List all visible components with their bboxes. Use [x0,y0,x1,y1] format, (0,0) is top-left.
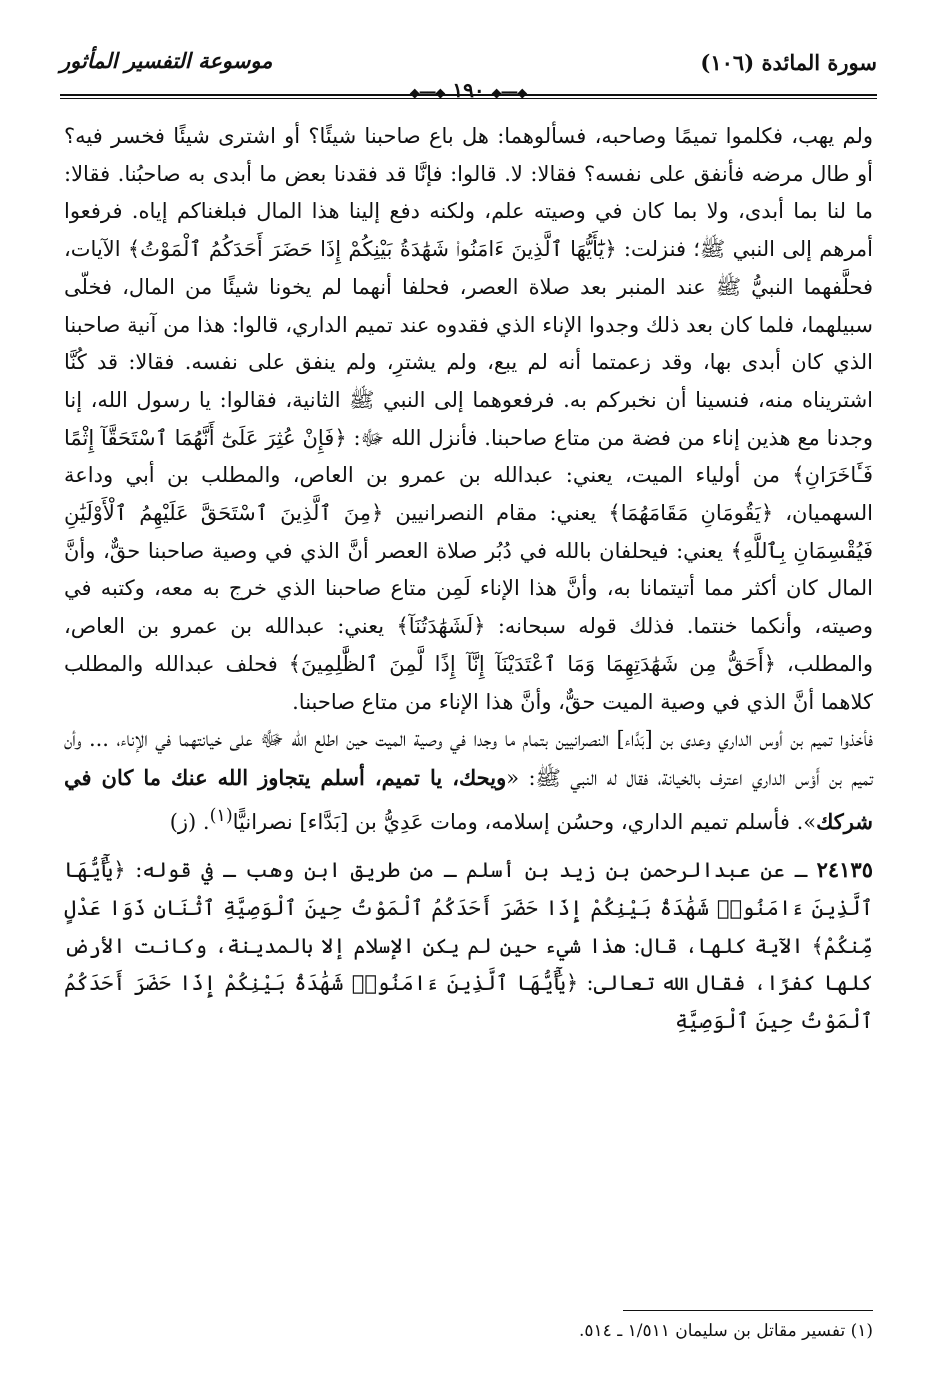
paragraph-1: ولم يهب، فكلموا تميمًا وصاحبه، فسألوهما: هل باع صاحبنا شيئًا؟ أو اشترى شيئًا فخسر فيه؟ أو طال مرضه فأنفق على نفسه؟ فقالا: لا. قالوا: فإنَّا قد فقدنا بعض ما أبدى به صاحبُنا. فقالا: ما لنا بما أبدى، ولا بما كان في وصيته علم، ولكنه دفع إلينا هذا المال فبلغناكم إياه. فرفعوا أمرهم إلى النبي ﷺ؛ فنزلت: ﴿يَٰٓأَيُّهَا ٱلَّذِينَ ءَامَنُوا۟ شَهَٰدَةُ بَيْنِكُمْ إِذَا حَضَرَ أَحَدَكُمُ ٱلْمَوْتُ﴾ الآيات، فحلَّفهما النبيُّ ﷺ عند المنبر بعد صلاة العصر، فحلفا أنهما لم يخونا شيئًا من المال، فخلّى سبيلهما، فلما كان بعد ذلك وجدوا الإناء الذي فقدوه عند تميم الداري، قالوا: هذا من آنية صاحبنا الذي كان أبدى بها، وقد زعمتما أنه لم يبع، ولم يشترِ، ولم ينفق على نفسه. فقالا: قد كُنَّا اشتريناه منه، فنسينا أن نخبركم به. فرفعوهما إلى النبي ﷺ الثانية، فقالوا: يا رسول الله، إنا وجدنا مع هذين إناء من فضة من متاع صاحبنا. فأنزل الله ﷻ: ﴿فَإِنْ عُثِرَ عَلَىٰٓ أَنَّهُمَا ٱسْتَحَقَّآ إِثْمًا فَـَٔاخَرَانِ﴾ من أولياء الميت، يعني: عبدالله بن عمرو بن العاص، والمطلب بن أبي وداعة السهميان، ﴿يَقُومَانِ مَقَامَهُمَا﴾ يعني: مقام النصرانيين ﴿مِنَ ٱلَّذِينَ ٱسْتَحَقَّ عَلَيْهِمُ ٱلْأَوْلَيَٰنِ فَيُقْسِمَانِ بِٱللَّهِ﴾ يعني: فيحلفان بالله في دُبُر صلاة العصر أنَّ الذي في وصية صاحبنا حقٌّ، وأنَّ المال كان أكثر مما أتيتمانا به، وأنَّ هذا الإناء لَمِن متاع صاحبنا الذي خرج به معه، وكتبه في وصيته، وأنكما خنتما. فذلك قوله سبحانه: ﴿لَشَهَٰدَتُنَآ﴾ يعني: عبدالله بن عمرو بن العاص، والمطلب، ﴿أَحَقُّ مِن شَهَٰدَتِهِمَا وَمَا ٱعْتَدَيْنَآ إِنَّآ إِذًا لَّمِنَ ٱلظَّٰلِمِينَ﴾ فحلف عبدالله والمطلب كلاهما أنَّ الذي في وصية الميت حقٌّ، وأنَّ هذا الإناء من متاع صاحبنا. [64,124,873,714]
main-text [64,118,873,1041]
footnote: (١) تفسير مقاتل بن سليمان ١/٥١١ ـ ٥١٤. [579,1321,873,1341]
paragraph-2-text-b: ». فأسلم تميم الداري، وحسُن إسلامه، ومات عَدِيُّ بن [بَدَّاء] نصرانيًّا [232,809,817,834]
paragraph-2 [64,721,873,841]
page-number: ١٩٠ [452,78,485,102]
ornament-left-icon: ◆━━◆ [491,86,528,101]
paragraph-2-text-c: . (ز) [169,809,210,834]
paragraph-3 [64,851,873,1041]
paragraph-2-text-a: فأخذوا تميم بن أوس الداري وعدى بن [بَدَّاء] النصرانيين بتمام ما وجدا في وصية الميت حين اطلع الله ﷻ على خيانتهما في الإناء، ... وأن تميم بن أَوْس الداري اعترف بالخيانة، فقال له النبي ﷺ: « [64,727,873,790]
header-rule-thin [60,98,877,99]
header-rule [60,94,877,96]
narration-number: ٢٤١٣٥ [816,857,873,883]
surah-title: سورة المائدة (١٠٦) [700,50,877,75]
hadith-quote: ويحك، يا تميم، أسلم يتجاوز الله عنك ما كان في شركك [64,764,873,834]
ornament-right-icon: ◆━━◆ [409,86,446,101]
footnote-ref: (١) [209,805,233,826]
book-title: موسوعة التفسير المأثور [60,48,273,73]
paragraph-3-text: ـ عن عبدالرحمن بن زيد بن أسلم ـ من طريق ابن وهب ـ في قوله: ﴿يَٰٓأَيُّهَا ٱلَّذِينَ ءَامَنُوا۟ شَهَٰدَةُ بَيْنِكُمْ إِذَا حَضَرَ أَحَدَكُمُ ٱلْمَوْتُ حِينَ ٱلْوَصِيَّةِ ٱثْنَانِ ذَوَا عَدْلٍ مِّنكُمْ﴾ الآية كلها، قال: هذا شيء حين لم يكن الإسلام إلا بالمدينة، وكانت الأرض كلها كفرًا، فقال الله تعالى: ﴿يَٰٓأَيُّهَا ٱلَّذِينَ ءَامَنُوا۟ شَهَٰدَةُ بَيْنِكُمْ إِذَا حَضَرَ أَحَدَكُمُ ٱلْمَوْتُ حِينَ ٱلْوَصِيَّةِ [64,858,873,1034]
footnote-rule [623,1310,873,1311]
